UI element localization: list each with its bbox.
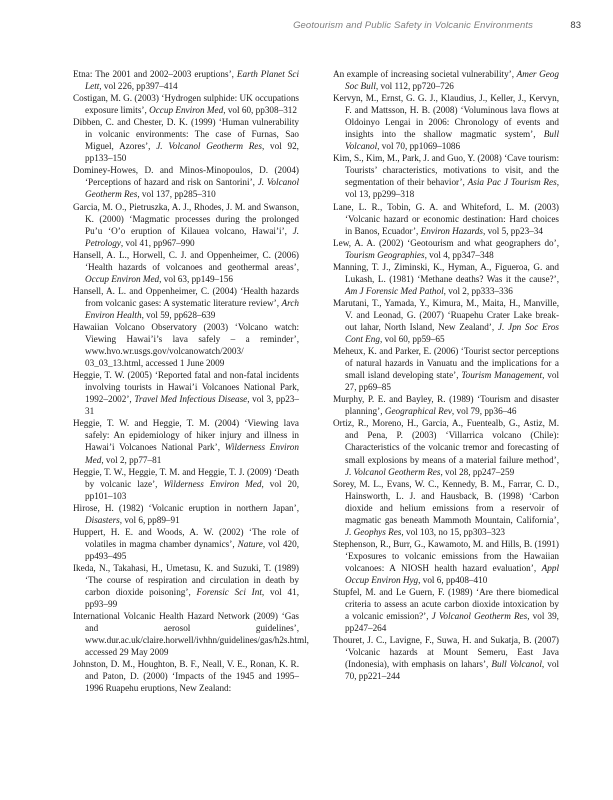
reference-entry: Ikeda, N., Takahasi, H., Umetasu, K. and Suzuki, T. (1989) ‘The course of respiration and circulation in death by carbon dioxide poisoning’, Forensic Sci Int, vol 41, pp93–99 <box>73 562 300 610</box>
reference-entry: International Volcanic Health Hazard Network (2009) ‘Gas and aerosol guidelines’, www.dur.ac.uk/claire.horwell/ivhhn/guidelines/gas/h2s.html, accessed 29 May 2009 <box>73 611 309 658</box>
reference-entry: Hirose, H. (1982) ‘Volcanic eruption in northern Japan’, Disasters, vol 6, pp89–91 <box>73 502 299 525</box>
reference-entry: Dibben, C. and Chester, D. K. (1999) ‘Human vulnerability in volcanic environments: The case of Furnas, Sao Miguel, Azores’, J. Volcanol Geotherm Res, vol 92, pp133–150 <box>73 117 299 164</box>
reference-entry: Etna: The 2001 and 2002–2003 eruptions’, Earth Planet Sci Lett, vol 226, pp397–414 <box>73 69 299 92</box>
reference-entry: Garcia, M. O., Pietruszka, A. J., Rhodes, J. M. and Swanson, K. (2000) ‘Magmatic processes during the prolonged Pu’u ‘O’o eruption of Kilauea volcano, Hawai’i’, J. Petrology, vol 41, pp967–990 <box>73 201 299 248</box>
reference-entry: Johnston, D. M., Houghton, B. F., Neall, V. E., Ronan, K. R. and Paton, D. (2000) ‘Impacts of the 1945 and 1995–1996 Ruapehu eruptions, New Zealand: <box>73 659 299 694</box>
reference-entry: Stephenson, R., Burr, G., Kawamoto, M. and Hills, B. (1991) ‘Exposures to volcanic emissions from the Hawaiian volcanoes: A NIOSH health hazard evaluation’, Appl Occup Environ Hyg, vol 6, pp408–410 <box>333 538 559 585</box>
reference-entry: Heggie, T. W. and Heggie, T. M. (2004) ‘Viewing lava safely: An epidemiology of hiker injury and illness in Hawai’i Volcanoes National Park’, Wilderness Environ Med, vol 2, pp77–81 <box>73 418 299 465</box>
reference-entry: Ortiz, R., Moreno, H., Garcia, A., Fuentealb, G., Astiz, M. and Pena, P. (2003) ‘Villarrica volcano (Chile): Characteristics of the volcanic tremor and forecasting of small explosions by means of a material failure method’, J. Volcanol Geotherm Res, vol 28, pp247–259 <box>333 418 559 477</box>
reference-entry: Stupfel, M. and Le Guern, F. (1989) ‘Are there biomedical criteria to assess an acute carbon dioxide intoxication by a volcanic emission?’, J Volcanol Geotherm Res, vol 39, pp247–264 <box>333 587 559 634</box>
reference-entry: Meheux, K. and Parker, E. (2006) ‘Tourist sector perceptions of natural hazards in Vanuatu and the implications for a small island developing state’, Tourism Management, vol 27, pp69–85 <box>333 346 560 393</box>
reference-entry: Lane, L. R., Tobin, G. A. and Whiteford, L. M. (2003) ‘Volcanic hazard or economic destination: Hard choices in Banos, Ecuador’, Environ Hazards, vol 5, pp23–34 <box>333 201 559 236</box>
reference-entry: An example of increasing societal vulnerability’, Amer Geog Soc Bull, vol 112, pp720–726 <box>333 69 559 92</box>
reference-entry: Heggie, T. W. (2005) ‘Reported fatal and non-fatal incidents involving tourists in Hawai’i Volcanoes National Park, 1992–2002’, Travel Med Infectious Disease, vol 3, pp23–31 <box>73 370 299 417</box>
reference-entry: Heggie, T. W., Heggie, T. M. and Heggie, T. J. (2009) ‘Death by volcanic laze’, Wilderness Environ Med, vol 20, pp101–103 <box>73 466 299 501</box>
running-header-title: Geotourism and Public Safety in Volcanic Environments <box>293 20 533 31</box>
reference-entry: Murphy, P. E. and Bayley, R. (1989) ‘Tourism and disaster planning’, Geographical Rev, vol 79, pp36–46 <box>333 394 559 417</box>
reference-entry: Kim, S., Kim, M., Park, J. and Guo, Y. (2008) ‘Cave tourism: Tourists’ characteristics, motivations to visit, and the segmentation of their behavior’, Asia Pac J Tourism Res, vol 13, pp299–318 <box>333 153 559 200</box>
reference-entry: Kervyn, M., Ernst, G. G. J., Klaudius, J., Keller, J., Kervyn, F. and Mattsson, H. B. (2008) ‘Voluminous lava flows at Oldoinyo Lengai in 2006: Chronology of events and insights into the shallow magmatic system’, Bull Volcanol, vol 70, pp1069–1086 <box>333 93 559 152</box>
reference-entry: Huppert, H. E. and Woods, A. W. (2002) ‘The role of volatiles in magma chamber dynamics’, Nature, vol 420, pp493–495 <box>73 526 299 561</box>
reference-entry: Sorey, M. L., Evans, W. C., Kennedy, B. M., Farrar, C. D., Hainsworth, L. J. and Hausback, B. (1998) ‘Carbon dioxide and helium emissions from a reservoir of magmatic gas beneath Mammoth Mountain, California’, J. Geophys Res, vol 103, no 15, pp303–323 <box>333 478 559 537</box>
reference-entry: Hansell, A. L. and Oppenheimer, C. (2004) ‘Health hazards from volcanic gases: A systematic literature review’, Arch Environ Health, vol 59, pp628–639 <box>73 285 299 320</box>
references-left-column <box>73 68 309 694</box>
reference-entry: Hawaiian Volcano Observatory (2003) ‘Volcano watch: Viewing Hawai’i’s lava safely – a reminder’, www.hvo.wr.usgs.gov/volcanowatch/2003/ 03_03_13.html, accessed 1 June 2009 <box>73 321 299 369</box>
reference-entry: Hansell, A. L., Horwell, C. J. and Oppenheimer, C. (2006) ‘Health hazards of volcanoes and geothermal areas’, Occup Environ Med, vol 63, pp149–156 <box>73 249 299 284</box>
page-number: 83 <box>570 20 581 31</box>
running-header <box>0 20 613 36</box>
reference-entry: Marutani, T., Yamada, Y., Kimura, M., Maita, H., Manville, V. and Leonad, G. (2007) ‘Ruapehu Crater Lake break-out lahar, North Island, New Zealand’, J. Jpn Soc Eros Cont Eng, vol 60, pp59–65 <box>333 297 559 345</box>
reference-entry: Costigan, M. G. (2003) ‘Hydrogen sulphide: UK occupations exposure limits’, Occup Environ Med, vol 60, pp308–312 <box>73 93 299 116</box>
reference-entry: Thouret, J. C., Lavigne, F., Suwa, H. and Sukatja, B. (2007) ‘Volcanic hazards at Mount Semeru, East Java (Indonesia), with emphasis on lahars’, Bull Volcanol, vol 70, pp221–244 <box>333 635 559 682</box>
reference-entry: Manning, T. J., Ziminski, K., Hyman, A., Figueroa, G. and Lukash, L. (1981) ‘Methane deaths? Was it the cause?’, Am J Forensic Med Pathol, vol 2, pp333–336 <box>333 261 559 296</box>
reference-entry: Lew, A. A. (2002) ‘Geotourism and what geographers do’, Tourism Geographies, vol 4, pp347–348 <box>333 237 559 260</box>
reference-entry: Dominey-Howes, D. and Minos-Minopoulos, D. (2004) ‘Perceptions of hazard and risk on Santorini’, J. Volcanol Geotherm Res, vol 137, pp285–310 <box>73 165 299 200</box>
references-right-column <box>333 68 559 682</box>
